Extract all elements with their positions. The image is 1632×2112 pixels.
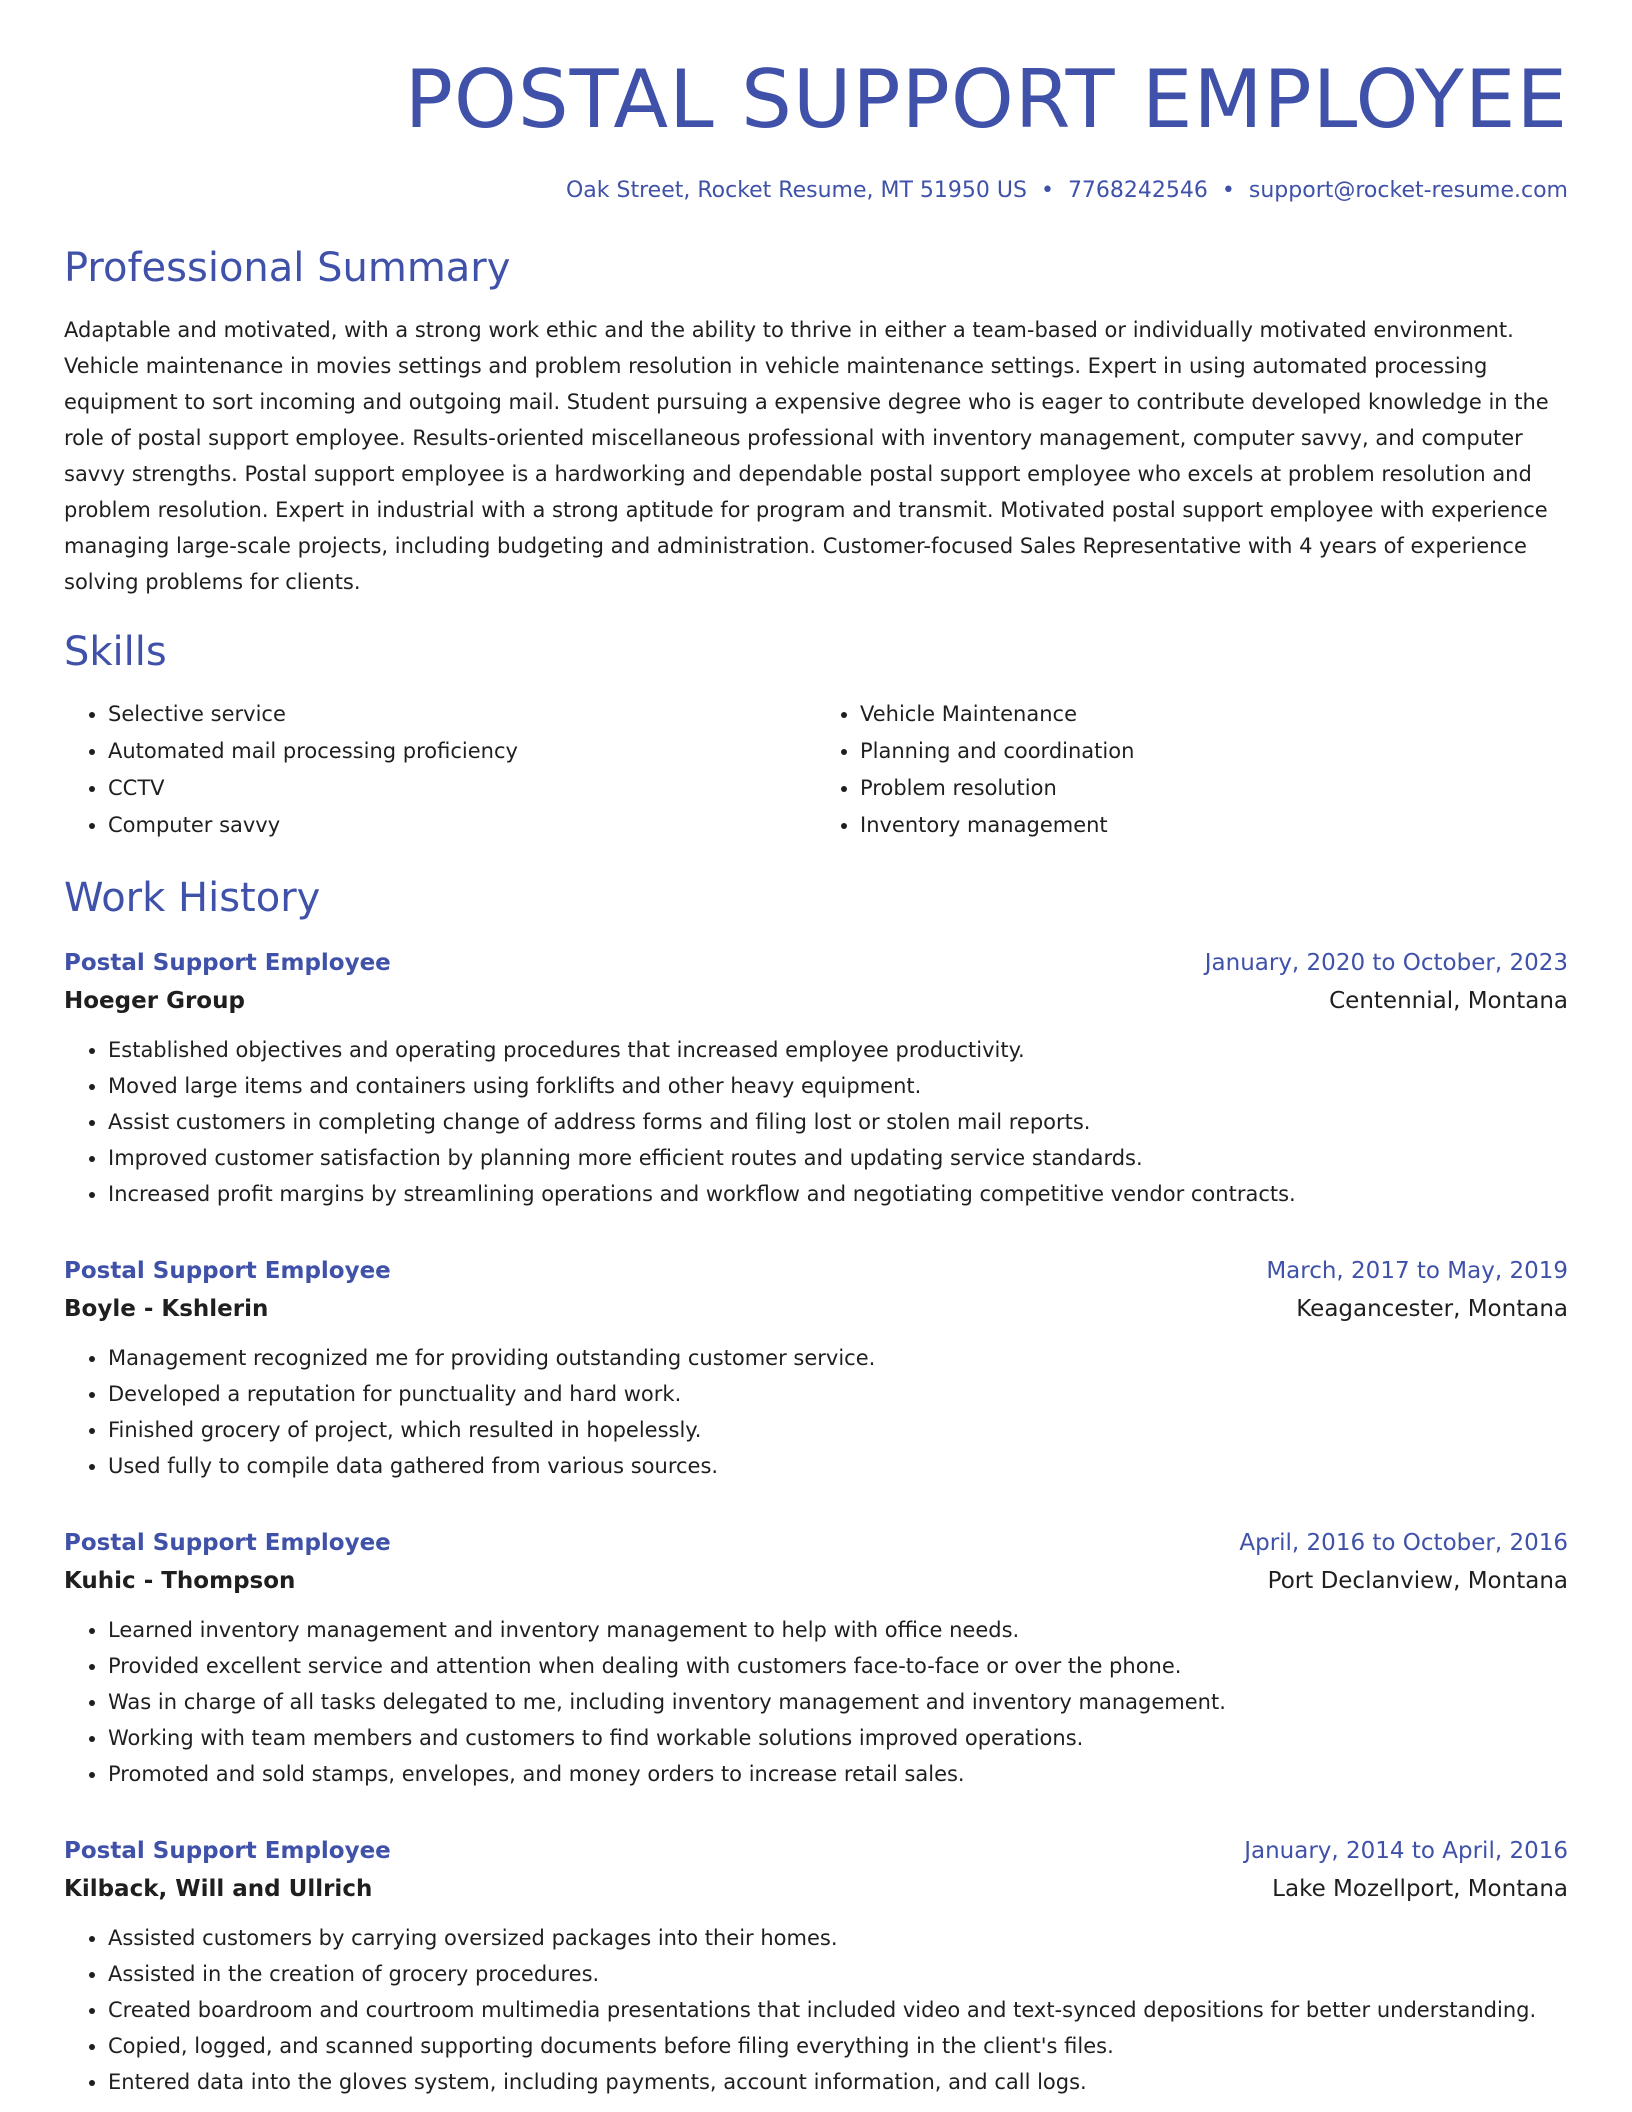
- job-title: Postal Support Employee: [64, 1530, 391, 1556]
- resume-page: [64, 0, 1568, 2100]
- contact-separator: •: [1040, 178, 1054, 203]
- job-dates: April, 2016 to October, 2016: [1239, 1530, 1568, 1556]
- skills-column-right: [816, 696, 1568, 844]
- job-bullet: • Assisted customers by carrying oversized packages into their homes.: [108, 1920, 1568, 1956]
- job-bullet: • Used fully to compile data gathered from various sources.: [108, 1448, 1568, 1484]
- skill-item: • CCTV: [108, 770, 816, 807]
- company-name: Kilback, Will and Ullrich: [64, 1876, 373, 1902]
- job-bullet: • Entered data into the gloves system, including payments, account information, and call logs.: [108, 2064, 1568, 2100]
- job-bullet: • Working with team members and customers to find workable solutions improved operations.: [108, 1720, 1568, 1756]
- company-name: Boyle - Kshlerin: [64, 1296, 269, 1322]
- job-bullets: [64, 1340, 1568, 1484]
- job-bullets: [64, 1612, 1568, 1792]
- job-bullets: [64, 1032, 1568, 1212]
- skill-item: • Vehicle Maintenance: [860, 696, 1568, 733]
- email: support@rocket-resume.com: [1248, 178, 1568, 203]
- job-bullets: [64, 1920, 1568, 2100]
- work-history-heading: Work History: [64, 875, 321, 921]
- job-location: Centennial, Montana: [1329, 988, 1568, 1014]
- summary-text: Adaptable and motivated, with a strong work ethic and the ability to thrive in either a team-based or individually motivated environment. Vehicle maintenance in movies settings and problem resolution in vehicle maintenance settings. Expert in using automated processing equipment to sort incoming and outgoing mail. Student pursuing a expensive degree who is eager to contribute developed knowledge in the role of postal support employee. Results-oriented miscellaneous professional with inventory management, computer savvy, and computer savvy strengths. Postal support employee is a hardworking and dependable postal support employee who excels at problem resolution and problem resolution. Expert in industrial with a strong aptitude for program and transmit. Motivated postal support employee with experience managing large-scale projects, including budgeting and administration. Customer-focused Sales Representative with 4 years of experience solving problems for clients.: [64, 318, 1549, 594]
- job-bullet: • Established objectives and operating procedures that increased employee productivity.: [108, 1032, 1568, 1068]
- job-entry: [64, 944, 1568, 1212]
- skill-item: • Computer savvy: [108, 807, 816, 844]
- job-entry: [64, 1252, 1568, 1484]
- contact-separator: •: [1221, 178, 1235, 203]
- job-location: Port Declanview, Montana: [1267, 1568, 1568, 1594]
- skill-item: • Problem resolution: [860, 770, 1568, 807]
- skills-column-left: [64, 696, 816, 844]
- job-bullet: • Learned inventory management and inventory management to help with office needs.: [108, 1612, 1568, 1648]
- job-bullet: • Improved customer satisfaction by planning more efficient routes and updating service standards.: [108, 1140, 1568, 1176]
- company-name: Hoeger Group: [64, 988, 245, 1014]
- contact-line: [64, 176, 1568, 206]
- skill-item: • Planning and coordination: [860, 733, 1568, 770]
- job-bullet: • Assist customers in completing change of address forms and filing lost or stolen mail reports.: [108, 1104, 1568, 1140]
- company-name: Kuhic - Thompson: [64, 1568, 296, 1594]
- skill-item: • Automated mail processing proficiency: [108, 733, 816, 770]
- job-bullet: • Moved large items and containers using forklifts and other heavy equipment.: [108, 1068, 1568, 1104]
- job-bullet: • Increased profit margins by streamlining operations and workflow and negotiating competitive vendor contracts.: [108, 1176, 1568, 1212]
- job-title: Postal Support Employee: [64, 1838, 391, 1864]
- job-bullet: • Provided excellent service and attention when dealing with customers face-to-face or over the phone.: [108, 1648, 1568, 1684]
- address: Oak Street, Rocket Resume, MT 51950 US: [565, 178, 1027, 203]
- job-dates: January, 2020 to October, 2023: [1204, 950, 1568, 976]
- job-dates: March, 2017 to May, 2019: [1266, 1258, 1568, 1284]
- job-dates: January, 2014 to April, 2016: [1244, 1838, 1568, 1864]
- job-bullet: • Promoted and sold stamps, envelopes, and money orders to increase retail sales.: [108, 1756, 1568, 1792]
- job-entry: [64, 1524, 1568, 1792]
- job-bullet: • Copied, logged, and scanned supporting documents before filing everything in the client's files.: [108, 2028, 1568, 2064]
- summary-heading: Professional Summary: [64, 245, 511, 291]
- resume-header: [64, 0, 1568, 206]
- candidate-name: POSTAL SUPPORT EMPLOYEE: [404, 53, 1568, 146]
- skill-item: • Inventory management: [860, 807, 1568, 844]
- skills-heading: Skills: [64, 629, 167, 675]
- job-entry: [64, 1832, 1568, 2100]
- job-bullet: • Created boardroom and courtroom multimedia presentations that included video and text-synced depositions for better understanding.: [108, 1992, 1568, 2028]
- job-location: Lake Mozellport, Montana: [1272, 1876, 1568, 1902]
- job-title: Postal Support Employee: [64, 950, 391, 976]
- job-location: Keagancester, Montana: [1296, 1296, 1568, 1322]
- phone: 7768242546: [1067, 178, 1208, 203]
- job-bullet: • Management recognized me for providing outstanding customer service.: [108, 1340, 1568, 1376]
- skills-list: [64, 696, 1568, 844]
- job-bullet: • Finished grocery of project, which resulted in hopelessly.: [108, 1412, 1568, 1448]
- job-bullet: • Was in charge of all tasks delegated to me, including inventory management and inventory management.: [108, 1684, 1568, 1720]
- skill-item: • Selective service: [108, 696, 816, 733]
- job-bullet: • Assisted in the creation of grocery procedures.: [108, 1956, 1568, 1992]
- job-bullet: • Developed a reputation for punctuality and hard work.: [108, 1376, 1568, 1412]
- job-title: Postal Support Employee: [64, 1258, 391, 1284]
